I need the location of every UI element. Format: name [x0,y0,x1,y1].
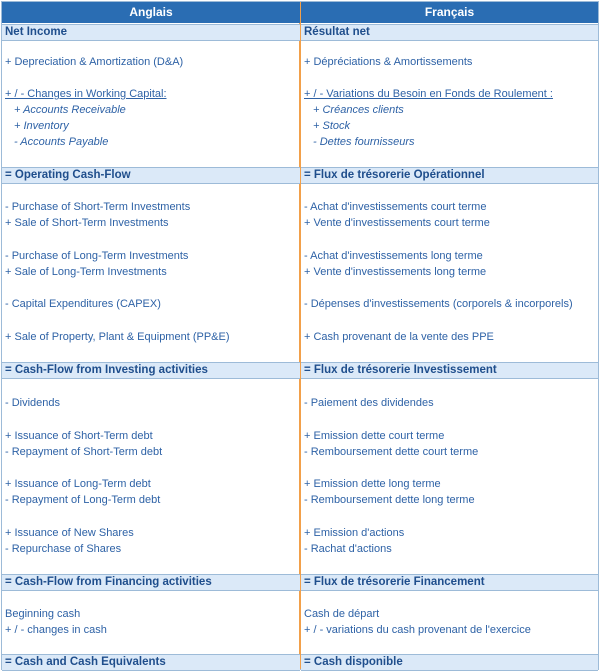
line-depreciations: + Dépréciations & Amortissements [304,56,473,68]
band-investing: = Cash-Flow from Investing activities [2,362,300,379]
band-investissement: = Flux de trésorerie Investissement [301,362,598,379]
band-net-income: Net Income [2,24,300,41]
line-repayment-lt-debt: - Repayment of Long-Term debt [5,494,161,506]
band-financement: = Flux de trésorerie Financement [301,574,598,591]
line-creances: + Créances clients [313,104,404,116]
line-changes-cash: + / - changes in cash [5,624,107,636]
line-inventory: + Inventory [14,120,69,132]
line-issuance-lt-debt: + Issuance of Long-Term debt [5,478,151,490]
line-vente-ct: + Vente d'investissements court terme [304,217,490,229]
line-sale-lt: + Sale of Long-Term Investments [5,266,167,278]
header-french: Français [301,2,598,23]
line-accounts-payable: - Accounts Payable [14,136,109,148]
line-da: + Depreciation & Amortization (D&A) [5,56,184,68]
line-purchase-st: - Purchase of Short-Term Investments [5,201,191,213]
column-english [2,2,300,669]
line-purchase-lt: - Purchase of Long-Term Investments [5,250,189,262]
line-dividends: - Dividends [5,397,61,409]
line-ppe: + Sale of Property, Plant & Equipment (PP&E) [5,331,230,343]
line-achat-ct: - Achat d'investissements court terme [304,201,487,213]
line-variations-cash: + / - variations du cash provenant de l'exercice [304,624,531,636]
line-emission-lt: + Emission dette long terme [304,478,441,490]
line-emission-ct: + Emission dette court terme [304,430,445,442]
line-repayment-st-debt: - Repayment of Short-Term debt [5,446,163,458]
line-achat-lt: - Achat d'investissements long terme [304,250,483,262]
line-cash-depart: Cash de départ [304,608,380,620]
band-operationnel: = Flux de trésorerie Opérationnel [301,167,598,184]
line-cash-ppe: + Cash provenant de la vente des PPE [304,331,494,343]
header-english: Anglais [2,2,300,23]
line-dividendes: - Paiement des dividendes [304,397,434,409]
line-accounts-receivable: + Accounts Receivable [14,104,126,116]
band-cash: = Cash and Cash Equivalents [2,654,300,671]
band-cash-disponible: = Cash disponible [301,654,598,671]
line-emission-actions: + Emission d'actions [304,527,405,539]
line-remboursement-lt: - Remboursement dette long terme [304,494,475,506]
band-financing: = Cash-Flow from Financing activities [2,574,300,591]
line-working-capital: + / - Changes in Working Capital: [5,88,167,100]
line-issuance-shares: + Issuance of New Shares [5,527,134,539]
line-dettes: - Dettes fournisseurs [313,136,415,148]
column-french [301,2,598,669]
line-remboursement-ct: - Remboursement dette court terme [304,446,479,458]
band-operating: = Operating Cash-Flow [2,167,300,184]
line-beginning-cash: Beginning cash [5,608,81,620]
band-resultat-net: Résultat net [301,24,598,41]
line-vente-lt: + Vente d'investissements long terme [304,266,487,278]
line-bfr: + / - Variations du Besoin en Fonds de Roulement : [304,88,553,100]
translation-table [1,1,599,670]
line-capex: - Capital Expenditures (CAPEX) [5,298,161,310]
line-repurchase-shares: - Repurchase of Shares [5,543,122,555]
line-depenses: - Dépenses d'investissements (corporels & incorporels) [304,298,573,310]
line-issuance-st-debt: + Issuance of Short-Term debt [5,430,153,442]
line-stock: + Stock [313,120,350,132]
line-sale-st: + Sale of Short-Term Investments [5,217,169,229]
line-rachat-actions: - Rachat d'actions [304,543,392,555]
